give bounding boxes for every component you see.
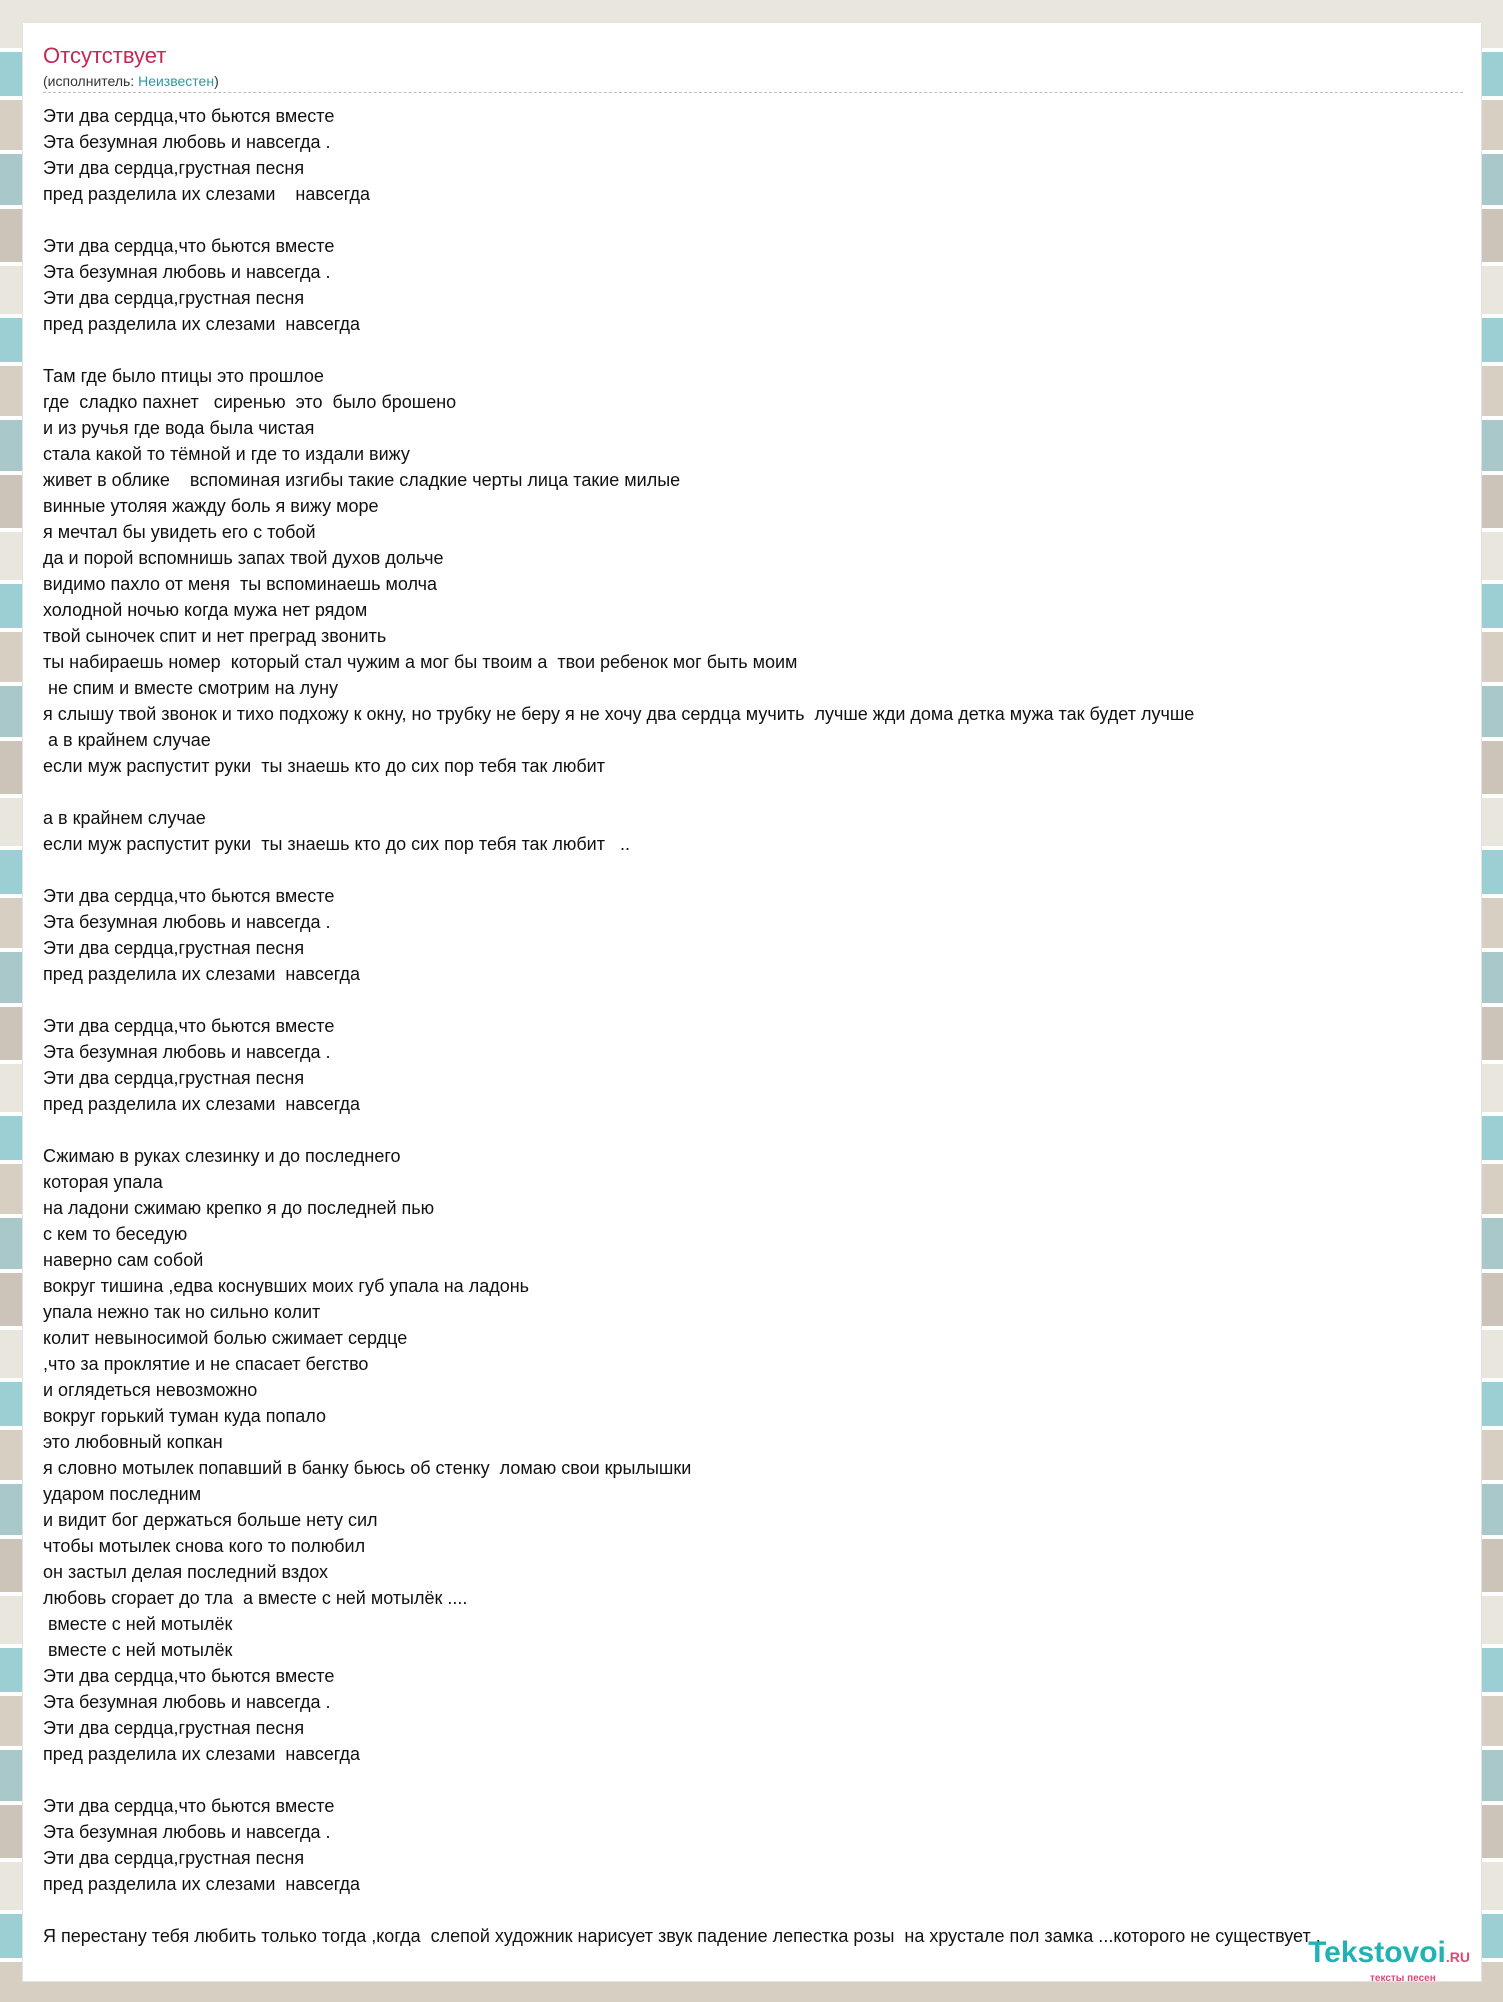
lyrics-blank-line (43, 207, 1483, 233)
lyrics-line: вместе с ней мотылёк (43, 1614, 233, 1634)
lyrics-line: ты набираешь номер который стал чужим а мог бы твоим а твои ребенок мог быть моим (43, 652, 798, 672)
song-title: Отсутствует (43, 43, 167, 68)
lyrics-line: Эти два сердца,грустная песня (43, 1068, 305, 1088)
artist-link[interactable]: Неизвестен (138, 73, 215, 89)
lyrics-blank-line (43, 857, 1483, 883)
lyrics-line: стала какой то тёмной и где то издали вижу (43, 444, 410, 464)
lyrics-line: если муж распустит руки ты знаешь кто до сих пор тебя так любит (43, 756, 605, 776)
lyrics-line: Эти два сердца,что бьются вместе (43, 886, 335, 906)
lyrics-line: Эти два сердца,грустная песня (43, 288, 305, 308)
lyrics-line: пред разделила их слезами навсегда (43, 314, 361, 334)
artist-prefix: (исполнитель: (43, 73, 139, 89)
lyrics-line: Эта безумная любовь и навсегда . (43, 1042, 331, 1062)
lyrics-line: и видит бог держаться больше нету сил (43, 1510, 378, 1530)
lyrics-line: вместе с ней мотылёк (43, 1640, 233, 1660)
lyrics-line: Эта безумная любовь и навсегда . (43, 132, 331, 152)
lyrics-page (22, 22, 1482, 1982)
lyrics-line: я слышу твой звонок и тихо подхожу к окну, но трубку не беру я не хочу два сердца мучить лучше жди дома детка мужа так будет лучше (43, 704, 1195, 724)
lyrics-line: это любовный копкан (43, 1432, 223, 1452)
lyrics-line: Сжимаю в руках слезинку и до последнего (43, 1146, 401, 1166)
lyrics-line: Эта безумная любовь и навсегда . (43, 1822, 331, 1842)
lyrics-blank-line (43, 987, 1483, 1013)
lyrics-line: ,что за проклятие и не спасает бегство (43, 1354, 369, 1374)
lyrics-line: Эти два сердца,что бьются вместе (43, 1016, 335, 1036)
lyrics-line: Там где было птицы это прошлое (43, 366, 324, 386)
lyrics-line: Эта безумная любовь и навсегда . (43, 912, 331, 932)
lyrics-line: пред разделила их слезами навсегда (43, 1874, 361, 1894)
lyrics-line: да и порой вспомнишь запах твой духов дольче (43, 548, 444, 568)
logo-domain: .RU (1445, 1949, 1470, 1965)
lyrics-line: любовь сгорает до тла а вместе с ней мотылёк .... (43, 1588, 468, 1608)
title-divider (43, 92, 1463, 93)
lyrics-line: твой сыночек спит и нет преград звонить (43, 626, 387, 646)
lyrics-line: Эти два сердца,грустная песня (43, 158, 305, 178)
lyrics-line: Эти два сердца,грустная песня (43, 1718, 305, 1738)
lyrics-line: которая упала (43, 1172, 163, 1192)
lyrics-line: вокруг горький туман куда попало (43, 1406, 326, 1426)
lyrics-line: вокруг тишина ,едва коснувших моих губ упала на ладонь (43, 1276, 530, 1296)
lyrics-line: Эти два сердца,грустная песня (43, 1848, 305, 1868)
lyrics-line: Эти два сердца,что бьются вместе (43, 106, 335, 126)
lyrics-line: с кем то беседую (43, 1224, 188, 1244)
lyrics-blank-line (43, 1767, 1483, 1793)
lyrics-line: пред разделила их слезами навсегда (43, 964, 361, 984)
lyrics-line: на ладони сжимаю крепко я до последней пью (43, 1198, 435, 1218)
lyrics-line: холодной ночью когда мужа нет рядом (43, 600, 368, 620)
lyrics-line: я словно мотылек попавший в банку бьюсь об стенку ломаю свои крылышки (43, 1458, 692, 1478)
lyrics-line: пред разделила их слезами навсегда (43, 184, 371, 204)
lyrics-line: Эти два сердца,что бьются вместе (43, 1796, 335, 1816)
lyrics-line: и из ручья где вода была чистая (43, 418, 315, 438)
artist-line (43, 73, 219, 89)
site-logo[interactable] (1250, 1936, 1470, 1970)
lyrics-blank-line (43, 337, 1483, 363)
lyrics-line: видимо пахло от меня ты вспоминаешь молча (43, 574, 437, 594)
lyrics-line: колит невыносимой болью сжимает сердце (43, 1328, 408, 1348)
lyrics-line: я мечтал бы увидеть его с тобой (43, 522, 316, 542)
lyrics-line: живет в облике вспоминая изгибы такие сладкие черты лица такие милые (43, 470, 681, 490)
lyrics-line: винные утоляя жажду боль я вижу море (43, 496, 379, 516)
lyrics-line: наверно сам собой (43, 1250, 204, 1270)
lyrics-line: пред разделила их слезами навсегда (43, 1744, 361, 1764)
lyrics-line: Я перестану тебя любить только тогда ,когда слепой художник нарисует звук падение лепестка розы на хрустале пол замка ...которого не существует . (43, 1926, 1321, 1946)
lyrics-line: а в крайнем случае (43, 730, 211, 750)
lyrics-line: где сладко пахнет сиренью это было брошено (43, 392, 457, 412)
lyrics-line: Эти два сердца,что бьются вместе (43, 1666, 335, 1686)
lyrics-blank-line (43, 1117, 1483, 1143)
lyrics-line: и оглядеться невозможно (43, 1380, 258, 1400)
lyrics-blank-line (43, 1897, 1483, 1923)
lyrics-line: пред разделила их слезами навсегда (43, 1094, 361, 1114)
lyrics-line: а в крайнем случае (43, 808, 206, 828)
lyrics-line: Эта безумная любовь и навсегда . (43, 262, 331, 282)
lyrics-line: упала нежно так но сильно колит (43, 1302, 321, 1322)
lyrics-line: если муж распустит руки ты знаешь кто до сих пор тебя так любит .. (43, 834, 630, 854)
lyrics-line: чтобы мотылек снова кого то полюбил (43, 1536, 366, 1556)
logo-wordmark: Tekstovoi (1308, 1936, 1446, 1969)
artist-suffix: ) (214, 73, 219, 89)
lyrics-text (43, 103, 1483, 1949)
logo-tagline: тексты песен (1370, 1973, 1436, 1984)
lyrics-line: он застыл делая последний вздох (43, 1562, 329, 1582)
lyrics-line: Эти два сердца,грустная песня (43, 938, 305, 958)
lyrics-blank-line (43, 779, 1483, 805)
lyrics-line: Эта безумная любовь и навсегда . (43, 1692, 331, 1712)
lyrics-line: не спим и вместе смотрим на луну (43, 678, 339, 698)
lyrics-line: ударом последним (43, 1484, 202, 1504)
lyrics-line: Эти два сердца,что бьются вместе (43, 236, 335, 256)
